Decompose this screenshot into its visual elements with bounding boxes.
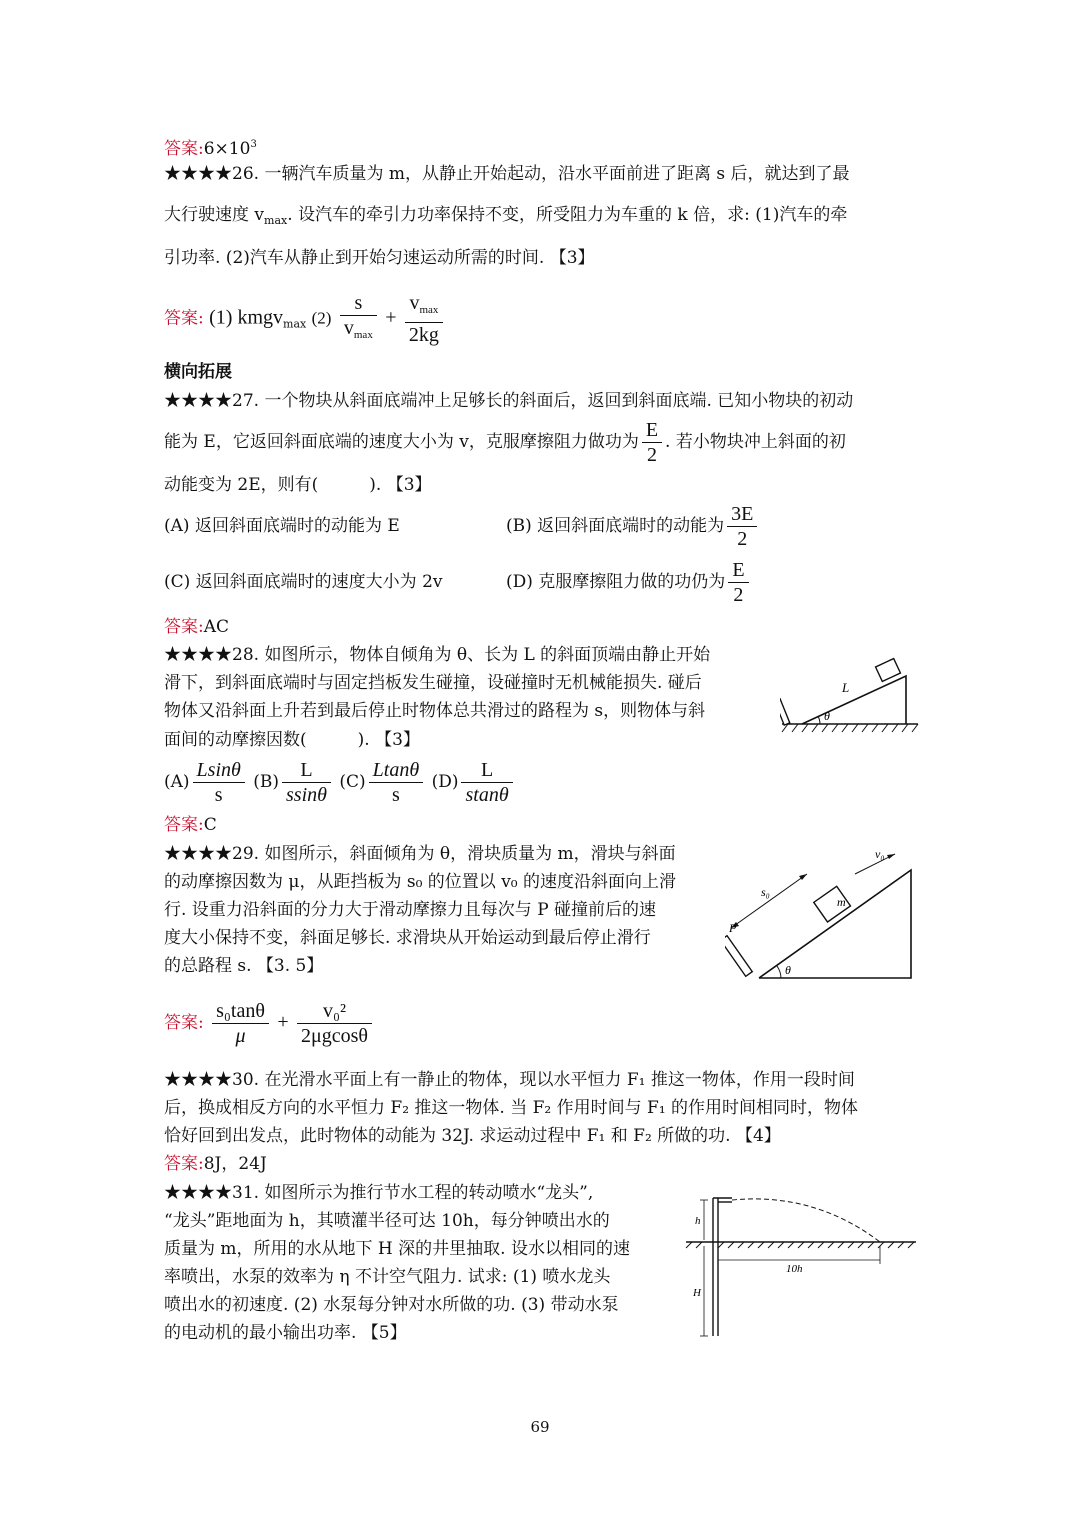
q31-line5: 喷出水的初速度. (2) 水泵每分钟对水所做的功. (3) 带动水泵 [164,1295,619,1315]
q31-fig-10h-label: 10h [786,1263,803,1275]
q28-option-a: (A) [164,772,190,792]
q28-line4: 面间的动摩擦因数( ). 【3】 [164,730,420,750]
answer-value: 8J，24J [203,1154,267,1174]
frac-num: s₀tanθ [212,999,269,1024]
frac-den [340,316,377,347]
q27-line3: 动能变为 2E，则有( ). 【3】 [164,475,432,495]
q28-option-c-frac [369,758,424,807]
q30-line2: 后，换成相反方向的水平恒力 F₂ 推这一物体. 当 F₂ 作用时间与 F₁ 的作用时间相同时，物体 [164,1098,859,1118]
frac-den: s [214,784,223,806]
frac-num: v₀² [297,999,372,1024]
q25-answer [164,133,257,161]
frac-num: L [282,758,331,783]
q31-line4: 率喷出，水泵的效率为 η 不计空气阻力. 试求: (1) 喷水龙头 [164,1267,611,1287]
frac-num: 3E [727,502,757,527]
answer-value: C [203,815,217,835]
q28-option-b: (B) [253,772,280,792]
q29-answer [164,994,375,1051]
q28-option-b-frac [282,758,331,807]
frac-den: s [392,784,400,806]
q28-answer [164,813,217,837]
q29-fig-theta-label: θ [785,963,791,977]
q27-option-c: (C) 返回斜面底端时的速度大小为 2v [164,572,443,592]
q28-line3: 物体又沿斜面上升若到最后停止时物体总共滑过的路程为 s，则物体与斜 [164,701,706,721]
q29-fig-s0-label: s₀ [761,885,770,899]
q26-ans-part2: (2) [311,308,332,328]
q31-fig-h-label: h [695,1215,701,1227]
q29-frac2 [297,999,372,1048]
q27-option-b-frac [727,502,757,551]
q28-option-c: (C) [339,772,366,792]
frac-num: L [461,758,512,783]
q29-line2: 的动摩擦因数为 μ，从距挡板为 s₀ 的位置以 v₀ 的速度沿斜面向上滑 [164,872,677,892]
frac-den: 2 [733,584,744,606]
answer-label: 答案: [164,815,204,835]
frac-num: s [340,291,377,316]
q30-answer [164,1152,267,1176]
q28-incline-figure [780,650,920,742]
q31-fig-H-label: H [693,1287,701,1299]
frac-den: 2 [646,444,657,466]
q28-option-d: (D) [431,772,459,792]
answer-label: 答案: [164,617,204,637]
q29-line5: 的总路程 s. 【3. 5】 [164,956,324,976]
q29-incline-figure [725,846,915,982]
q27-line2-frac [642,418,662,467]
frac-num: E [728,558,748,583]
q29-fig-m-label: m [837,895,846,909]
frac-num-main: v [409,292,420,314]
q26-line3: 引功率. (2)汽车从静止到开始匀速运动所需的时间. 【3】 [164,248,595,268]
frac-num [405,291,443,323]
q27-options-ab [164,502,760,551]
plus-sign: + [385,306,397,329]
q26-line2 [164,203,847,233]
frac-den-sub: max [353,329,373,341]
q31-sprinkler-figure [684,1190,920,1342]
q30-line3: 恰好回到出发点，此时物体的动能为 32J. 求运动过程中 F₁ 和 F₂ 所做的功. 【4】 [164,1126,781,1146]
q26-line1: ★★★★26. 一辆汽车质量为 m，从静止开始起动，沿水平面前进了距离 s 后，就达到了最 [164,164,850,184]
frac-num: Ltanθ [369,758,424,783]
frac-den: stanθ [465,784,509,806]
q26-ans-part1: (1) kmgv [209,306,284,329]
q26-frac1 [340,291,377,347]
frac-den: μ [235,1025,246,1047]
q30-line1: ★★★★30. 在光滑水平面上有一静止的物体，现以水平恒力 F₁ 推这一物体，作用一段时间 [164,1070,855,1090]
q31-line3: 质量为 m，所用的水从地下 H 深的井里抽取. 设水以相同的速 [164,1239,630,1259]
plus-sign: + [277,1011,289,1033]
q27-option-d-frac [728,558,748,607]
q26-ans-part1-sub: max [283,317,307,331]
q26-line2b: . 设汽车的牵引力功率保持不变，所受阻力为车重的 k 倍，求: (1)汽车的牵 [287,205,848,225]
frac-den: 2 [737,528,748,550]
q28-fig-theta-label: θ [824,709,830,723]
frac-num: E [642,418,662,443]
q26-line2a: 大行驶速度 v [164,205,265,225]
q29-line3: 行. 设重力沿斜面的分力大于滑动摩擦力且每次与 P 碰撞前后的速 [164,900,657,920]
q29-fig-P-label: P [729,921,737,935]
q27-line1: ★★★★27. 一个物块从斜面底端冲上足够长的斜面后，返回到斜面底端. 已知小物块的初动 [164,391,854,411]
q31-line1: ★★★★31. 如图所示为推行节水工程的转动喷水“龙头”, [164,1183,594,1203]
q29-frac1 [212,999,269,1048]
q26-line2-sub: max [264,214,288,227]
answer-label: 答案: [164,139,204,159]
answer-label: 答案: [164,1013,204,1033]
section-title: 横向拓展 [164,362,232,382]
frac-num-sub: max [419,304,439,316]
q27-option-b: (B) 返回斜面底端时的动能为 [506,516,725,536]
frac-den: 2μgcosθ [301,1025,368,1047]
q26-answer [164,291,446,349]
q29-fig-v0-label: v₀ [875,847,885,861]
q28-line2: 滑下，到斜面底端时与固定挡板发生碰撞，设碰撞时无机械能损失. 碰后 [164,673,702,693]
q31-line2: “龙头”距地面为 h，其喷灌半径可达 10h，每分钟喷出水的 [164,1211,610,1231]
frac-den-main: v [343,317,354,339]
q29-line1: ★★★★29. 如图所示，斜面倾角为 θ，滑块质量为 m，滑块与斜面 [164,844,676,864]
frac-num: Lsinθ [193,758,245,783]
q28-option-a-frac [193,758,245,807]
q28-line1: ★★★★28. 如图所示，物体自倾角为 θ、长为 L 的斜面顶端由静止开始 [164,645,711,665]
q27-line2b: . 若小物块冲上斜面的初 [665,432,846,452]
answer-label: 答案: [164,1154,204,1174]
q29-line4: 度大小保持不变，斜面足够长. 求滑块从开始运动到最后停止滑行 [164,928,651,948]
q26-frac2 [405,291,443,347]
answer-value: 6×10 [203,139,251,159]
q28-fig-L-label: L [842,680,850,695]
q28-option-d-frac [461,758,512,807]
frac-den: 2kg [408,324,439,346]
q27-option-d: (D) 克服摩擦阻力做的功仍为 [506,572,726,592]
q27-option-a: (A) 返回斜面底端时的动能为 E [164,516,400,536]
answer-value: AC [203,617,230,637]
q27-answer [164,615,229,639]
q27-line2a: 能为 E，它返回斜面底端的速度大小为 v，克服摩擦阻力做功为 [164,432,639,452]
q27-line2 [164,418,846,467]
q27-options-cd [164,558,752,607]
q31-line6: 的电动机的最小输出功率. 【5】 [164,1323,407,1343]
frac-den: ssinθ [286,784,327,806]
answer-exponent: 3 [250,139,257,150]
page-number: 69 [530,1418,550,1436]
answer-label: 答案: [164,308,204,329]
q28-options [164,754,516,810]
